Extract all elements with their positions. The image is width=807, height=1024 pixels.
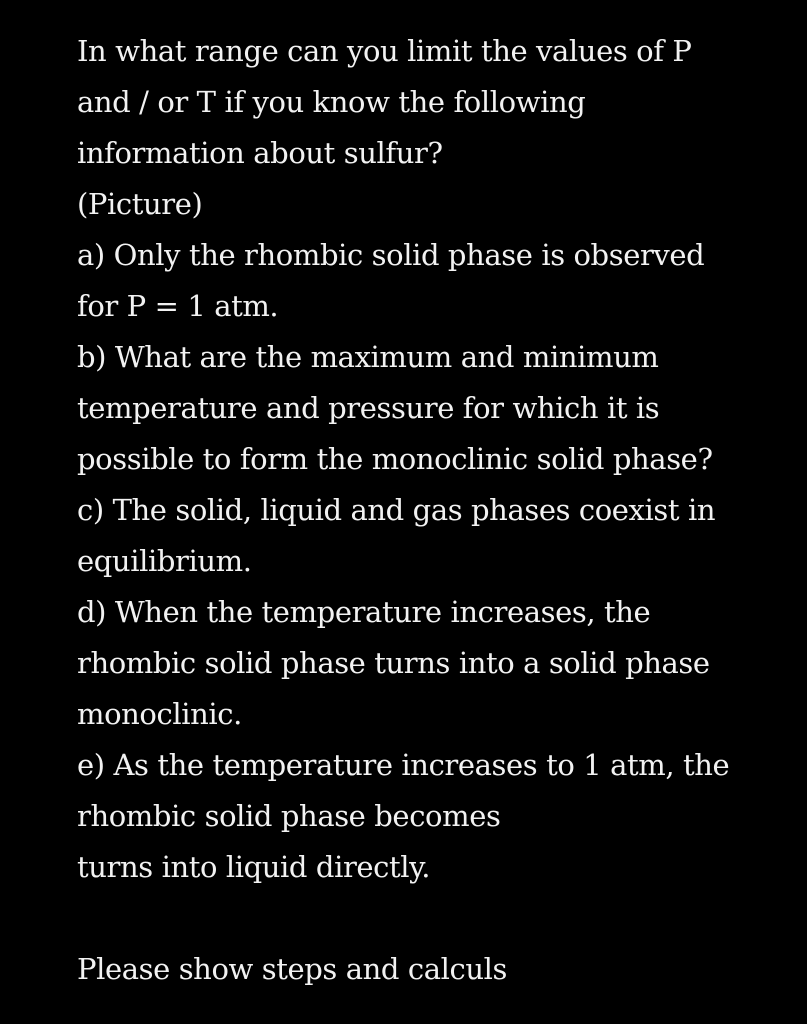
part-a <box>77 230 777 332</box>
text-line: information about sulfur? <box>77 136 443 170</box>
text-line: d) When the temperature increases, the <box>77 595 651 629</box>
closing-request: Please show steps and calculs <box>77 952 507 986</box>
text-line: b) What are the maximum and minimum <box>77 340 659 374</box>
part-d <box>77 587 777 740</box>
part-c <box>77 485 777 587</box>
question-intro <box>77 26 777 230</box>
text-line: monoclinic. <box>77 697 242 731</box>
blank-line <box>77 893 777 944</box>
text-line: a) Only the rhombic solid phase is observed <box>77 238 705 272</box>
text-line: for P = 1 atm. <box>77 289 279 323</box>
text-line: rhombic solid phase becomes <box>77 799 501 833</box>
text-line: rhombic solid phase turns into a solid phase <box>77 646 710 680</box>
text-line: temperature and pressure for which it is <box>77 391 660 425</box>
part-b <box>77 332 777 485</box>
text-line: possible to form the monoclinic solid phase? <box>77 442 713 476</box>
text-line: In what range can you limit the values of P <box>77 34 692 68</box>
text-line: and / or T if you know the following <box>77 85 586 119</box>
question-document <box>77 26 777 995</box>
text-line: turns into liquid directly. <box>77 850 431 884</box>
picture-placeholder: (Picture) <box>77 187 203 221</box>
text-line: e) As the temperature increases to 1 atm, the <box>77 748 730 782</box>
text-line: equilibrium. <box>77 544 252 578</box>
part-e <box>77 740 777 893</box>
text-line: c) The solid, liquid and gas phases coexist in <box>77 493 716 527</box>
